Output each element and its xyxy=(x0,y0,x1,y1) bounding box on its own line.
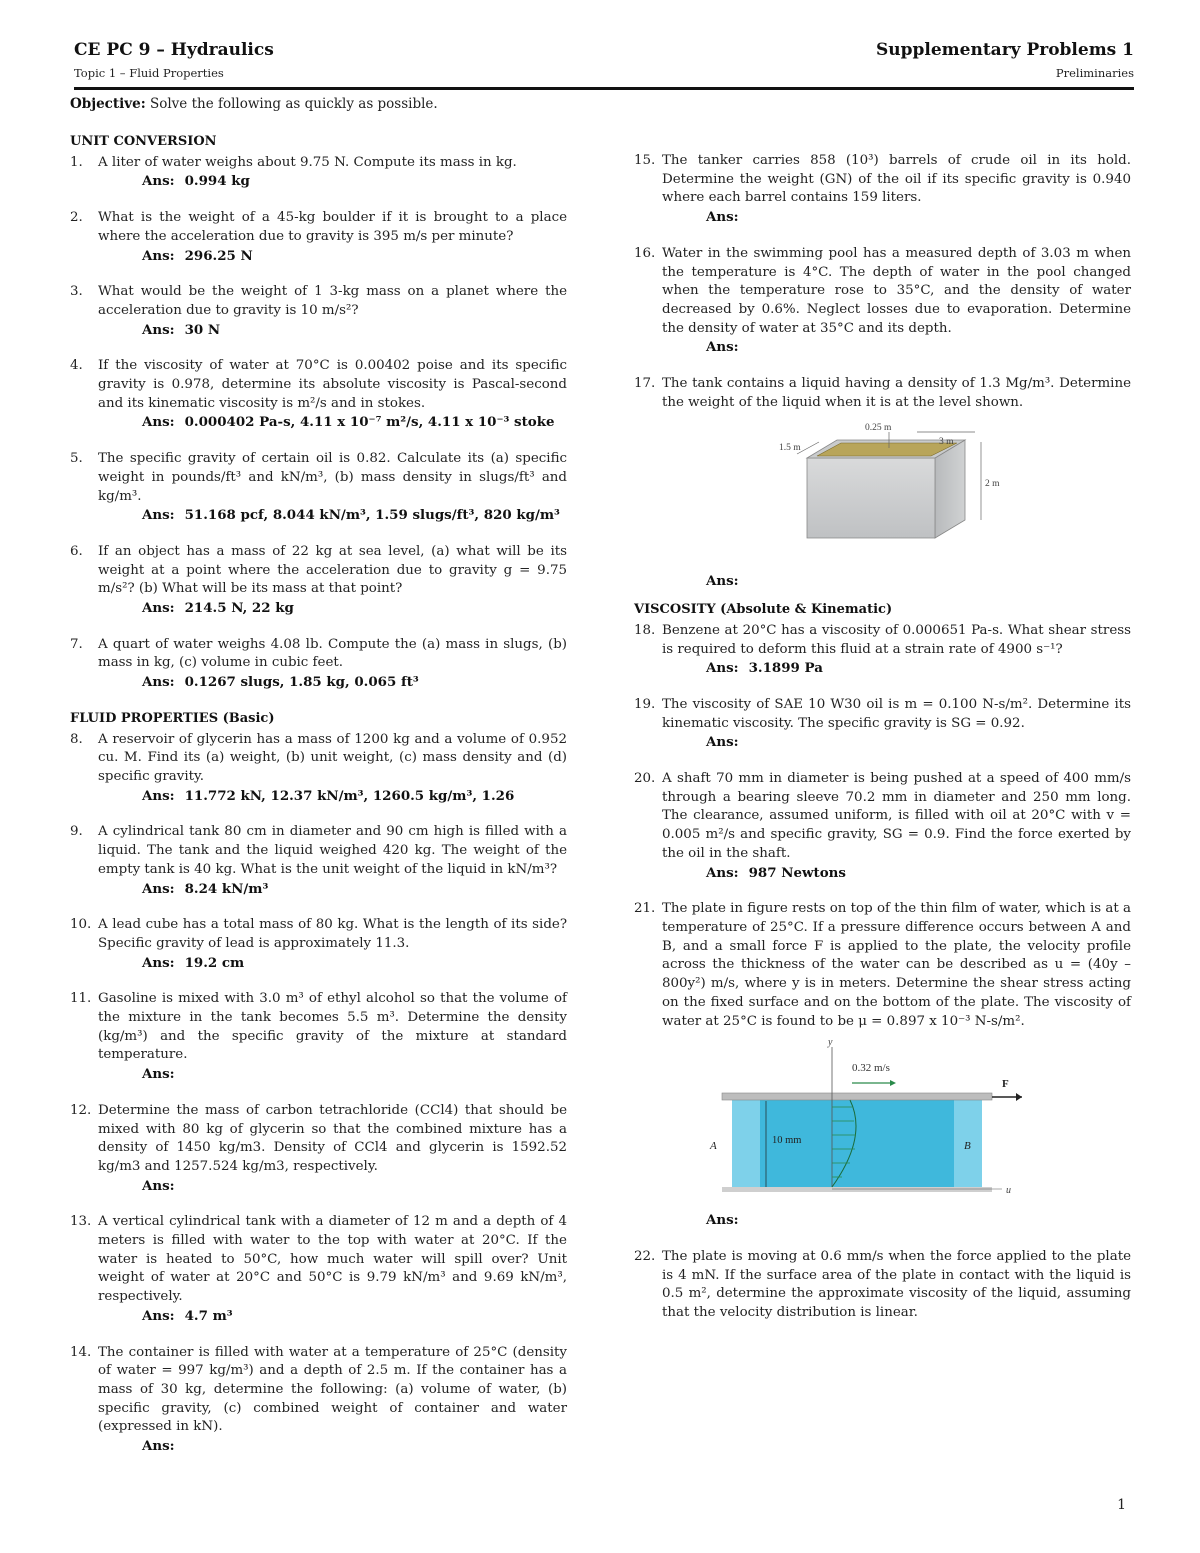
problem-4 xyxy=(70,357,567,432)
answer: Ans: 987 Newtons xyxy=(706,864,846,881)
answer-value: 51.168 pcf, 8.044 kN/m³, 1.59 slugs/ft³, 820 kg/m³ xyxy=(184,507,560,524)
problem-14 xyxy=(70,1344,567,1456)
section-fluid-properties: FLUID PROPERTIES (Basic) xyxy=(70,710,275,726)
dim-top-label: 0.25 m xyxy=(865,423,892,434)
problem-number: 13. xyxy=(70,1214,92,1230)
u-label: u xyxy=(1006,1185,1011,1197)
problem-number: 9. xyxy=(70,824,83,840)
dim-length-label: 3 m xyxy=(939,437,954,448)
problem-text: The tanker carries 858 (10³) barrels of crude oil in its hold. Determine the weight (GN) of the oil if its specific gravity is 0.940 where each barrel contains 159 liters. xyxy=(662,153,1131,206)
topic-subtitle: Topic 1 – Fluid Properties xyxy=(74,66,224,80)
problem-text: If the viscosity of water at 70°C is 0.00402 poise and its specific gravity is 0.978, determine its absolute viscosity is Pascal-second and its kinematic viscosity is m²/s and in stokes. xyxy=(98,358,567,411)
answer: Ans: xyxy=(142,1177,175,1194)
problem-11 xyxy=(70,990,567,1084)
problem-text: The plate is moving at 0.6 mm/s when the force applied to the plate is 4 mN. If the surface area of the plate in contact with the liquid is 0.5 m², determine the approximate viscosity of the liquid, assuming that the velocity distribution is linear. xyxy=(662,1248,1131,1321)
problem-10 xyxy=(70,916,567,972)
tank-figure xyxy=(767,418,1027,568)
problem-text: If an object has a mass of 22 kg at sea level, (a) what will be its weight at a point where the acceleration due to gravity g = 9.75 m/s²? (b) What will be its mass at that point? xyxy=(98,543,567,597)
document-title: Supplementary Problems 1 xyxy=(875,40,1134,60)
problem-6 xyxy=(70,543,567,618)
velocity-label: 0.32 m/s xyxy=(852,1062,890,1075)
problem-text: A lead cube has a total mass of 80 kg. What is the length of its side? Specific gravity of lead is approximately 11.3. xyxy=(98,917,567,951)
answer-value: 11.772 kN, 12.37 kN/m³, 1260.5 kg/m³, 1.26 xyxy=(184,787,515,804)
problem-9 xyxy=(70,823,567,898)
answer-value: 3.1899 Pa xyxy=(748,660,823,677)
problem-number: 11. xyxy=(70,991,92,1007)
problem-16 xyxy=(634,245,1131,357)
problem-text: Gasoline is mixed with 3.0 m³ of ethyl alcohol so that the volume of the mixture in the tank becomes 5.5 m³. Determine the density (kg/m³) and the specific gravity of the mixture at standard temperature. xyxy=(98,991,567,1063)
problem-12 xyxy=(70,1102,567,1196)
problem-number: 21. xyxy=(634,901,656,917)
answer: Ans: xyxy=(142,1066,175,1083)
water-film xyxy=(732,1099,982,1187)
problem-number: 22. xyxy=(634,1248,656,1264)
answer-value: 214.5 N, 22 kg xyxy=(184,600,294,617)
answer: Ans: xyxy=(706,573,739,590)
problem-5 xyxy=(70,450,567,525)
problem-number: 2. xyxy=(70,210,83,226)
problem-number: 7. xyxy=(70,636,83,652)
answer-value: 8.24 kN/m³ xyxy=(184,880,269,897)
problem-number: 6. xyxy=(70,543,83,559)
problem-number: 1. xyxy=(70,154,83,170)
y-label: y xyxy=(828,1037,833,1049)
problem-7 xyxy=(70,636,567,692)
problem-number: 19. xyxy=(634,696,656,712)
problem-8 xyxy=(70,731,567,806)
answer: Ans: xyxy=(706,734,739,751)
problem-number: 18. xyxy=(634,622,656,638)
problem-text: What would be the weight of 1 3-kg mass on a planet where the acceleration due to gravity is 10 m/s²? xyxy=(98,284,567,318)
problem-text: The viscosity of SAE 10 W30 oil is m = 0.100 N-s/m². Determine its kinematic viscosity. The specific gravity is SG = 0.92. xyxy=(662,696,1131,731)
problem-17 xyxy=(634,375,1131,591)
problem-3 xyxy=(70,283,567,339)
problem-text: A quart of water weighs 4.08 lb. Compute the (a) mass in slugs, (b) mass in kg, (c) volume in cubic feet. xyxy=(98,636,567,671)
problem-18 xyxy=(634,622,1131,678)
dim-left-label: 1.5 m xyxy=(779,443,801,454)
problem-1 xyxy=(70,154,567,191)
answer: Ans: 30 N xyxy=(142,321,221,338)
answer-value: 19.2 cm xyxy=(184,954,245,971)
plate-figure xyxy=(692,1037,1022,1207)
section-viscosity: VISCOSITY (Absolute & Kinematic) xyxy=(634,602,893,618)
answer-value: 0.000402 Pa-s, 4.11 x 10⁻⁷ m²/s, 4.11 x 10⁻³ stoke xyxy=(184,414,555,431)
point-b-label: B xyxy=(964,1140,971,1153)
answer: Ans: xyxy=(142,1438,175,1455)
problem-13 xyxy=(70,1213,567,1325)
problem-text: A cylindrical tank 80 cm in diameter and 90 cm high is filled with a liquid. The tank and the liquid weighed 420 kg. The weight of the empty tank is 40 kg. What is the unit weight of the liquid in kN/m³? xyxy=(98,824,567,877)
section-unit-conversion: UNIT CONVERSION xyxy=(70,134,217,149)
answer: Ans: 11.772 kN, 12.37 kN/m³, 1260.5 kg/m³, 1.26 xyxy=(142,787,515,804)
force-label: F xyxy=(1002,1078,1009,1091)
answer: Ans: 3.1899 Pa xyxy=(706,660,823,677)
objective-text: Solve the following as quickly as possible. xyxy=(145,96,438,112)
problem-number: 5. xyxy=(70,451,83,467)
problem-text: The specific gravity of certain oil is 0.82. Calculate its (a) specific weight in pounds/ft³ and kN/m³, (b) mass density in slugs/ft³ and kg/m³. xyxy=(98,451,567,504)
answer: Ans: 0.994 kg xyxy=(142,173,250,190)
answer-value: 296.25 N xyxy=(184,247,253,264)
problem-number: 4. xyxy=(70,358,83,374)
problem-number: 8. xyxy=(70,731,83,747)
problem-number: 16. xyxy=(634,245,656,261)
problem-text: Benzene at 20°C has a viscosity of 0.000651 Pa-s. What shear stress is required to deform this fluid at a strain rate of 4900 s⁻¹? xyxy=(662,622,1131,657)
right-column xyxy=(634,152,1131,1341)
answer-value: 0.994 kg xyxy=(184,173,250,190)
problem-number: 10. xyxy=(70,917,92,933)
problem-text: A shaft 70 mm in diameter is being pushed at a speed of 400 mm/s through a bearing sleeve 70.2 mm in diameter and 250 mm long. The clearance, assumed uniform, is filled with oil at 20°C with v = 0.005 m²/s and specific gravity, SG = 0.9. Find the force exerted by the oil in the shaft. xyxy=(662,771,1131,861)
answer: Ans: xyxy=(706,339,739,356)
answer: Ans: 296.25 N xyxy=(142,247,253,264)
answer: Ans: 0.1267 slugs, 1.85 kg, 0.065 ft³ xyxy=(142,674,419,691)
answer: Ans: 214.5 N, 22 kg xyxy=(142,600,294,617)
problem-number: 15. xyxy=(634,153,656,168)
course-title: CE PC 9 – Hydraulics xyxy=(74,40,274,60)
problem-number: 12. xyxy=(70,1102,92,1118)
problem-20 xyxy=(634,770,1131,882)
problem-22 xyxy=(634,1248,1131,1323)
answer: Ans: xyxy=(706,1212,739,1229)
page-number: 1 xyxy=(1117,1497,1126,1513)
answer-value: 4.7 m³ xyxy=(184,1307,233,1324)
answer: Ans: 4.7 m³ xyxy=(142,1307,233,1324)
problem-2 xyxy=(70,209,567,265)
problem-text: A liter of water weighs about 9.75 N. Compute its mass in kg. xyxy=(98,154,517,170)
problem-number: 14. xyxy=(70,1344,92,1360)
thickness-label: 10 mm xyxy=(772,1135,802,1147)
problem-19 xyxy=(634,696,1131,752)
left-column xyxy=(70,133,567,1474)
answer: Ans: xyxy=(706,209,739,226)
problem-text: The container is filled with water at a temperature of 25°C (density of water = 997 kg/m³) and a depth of 2.5 m. If the container has a mass of 30 kg, determine the following: (a) volume of water, (b) specific gravity, (c) combined weight of container and water (expressed in kN). xyxy=(98,1344,567,1435)
term-subtitle: Preliminaries xyxy=(1055,66,1134,80)
problem-text: A reservoir of glycerin has a mass of 1200 kg and a volume of 0.952 cu. M. Find its (a) weight, (b) unit weight, (c) mass density and (d) specific gravity. xyxy=(98,731,567,784)
problem-21 xyxy=(634,900,1131,1230)
objective xyxy=(70,96,438,112)
fixed-surface xyxy=(722,1187,992,1192)
problem-number: 17. xyxy=(634,376,656,392)
answer: Ans: 8.24 kN/m³ xyxy=(142,880,269,897)
answer: Ans: 0.000402 Pa-s, 4.11 x 10⁻⁷ m²/s, 4.11 x 10⁻³ stoke xyxy=(142,414,555,431)
problem-15 xyxy=(634,152,1131,227)
problem-text: The tank contains a liquid having a density of 1.3 Mg/m³. Determine the weight of the liquid when it is at the level shown. xyxy=(662,376,1131,410)
tank-front-face xyxy=(807,458,935,538)
point-a-label: A xyxy=(710,1140,717,1153)
answer: Ans: 19.2 cm xyxy=(142,954,245,971)
problem-text: A vertical cylindrical tank with a diameter of 12 m and a depth of 4 meters is filled with water to the top with water at 20°C. If the water is heated to 50°C, how much water will spill over? Unit weight of water at 20°C and 50°C is 9.79 kN/m³ and 9.69 kN/m³, respectively. xyxy=(98,1214,567,1305)
moving-plate xyxy=(722,1093,992,1100)
problem-text: Water in the swimming pool has a measured depth of 3.03 m when the temperature is 4°C. The depth of water in the pool changed when the temperature rose to 35°C, and the density of water decreased by 0.6%. Neglect losses due to evaporation. Determine the density of water at 35°C and its depth. xyxy=(662,245,1131,336)
problem-number: 20. xyxy=(634,771,656,787)
objective-label: Objective: xyxy=(70,96,146,112)
answer-value: 0.1267 slugs, 1.85 kg, 0.065 ft³ xyxy=(184,674,419,691)
dim-height-label: 2 m xyxy=(985,479,1000,490)
problem-text: The plate in figure rests on top of the thin film of water, which is at a temperature of 25°C. If a pressure difference occurs between A and B, and a small force F is applied to the plate, the velocity profile across the thickness of the water can be described as u = (40y – 800y²) m/s, where y is in meters. Determine the shear stress acting on the fixed surface and on the bottom of the plate. The viscosity of water at 25°C is found to be μ = 0.897 x 10⁻³ N-s/m². xyxy=(662,901,1131,1029)
page-header xyxy=(74,38,1134,90)
answer-value: 30 N xyxy=(184,321,221,338)
answer-value: 987 Newtons xyxy=(748,864,846,881)
problem-text: What is the weight of a 45-kg boulder if it is brought to a place where the acceleration due to gravity is 395 m/s per minute? xyxy=(98,210,567,244)
problem-number: 3. xyxy=(70,284,83,300)
problem-text: Determine the mass of carbon tetrachloride (CCl4) that should be mixed with 80 kg of glycerin so that the combined mixture has a density of 1450 kg/m3. Density of CCl4 and glycerin is 1592.52 kg/m3 and 1257.524 kg/m3, respectively. xyxy=(98,1102,567,1174)
answer: Ans: 51.168 pcf, 8.044 kN/m³, 1.59 slugs/ft³, 820 kg/m³ xyxy=(142,507,560,524)
